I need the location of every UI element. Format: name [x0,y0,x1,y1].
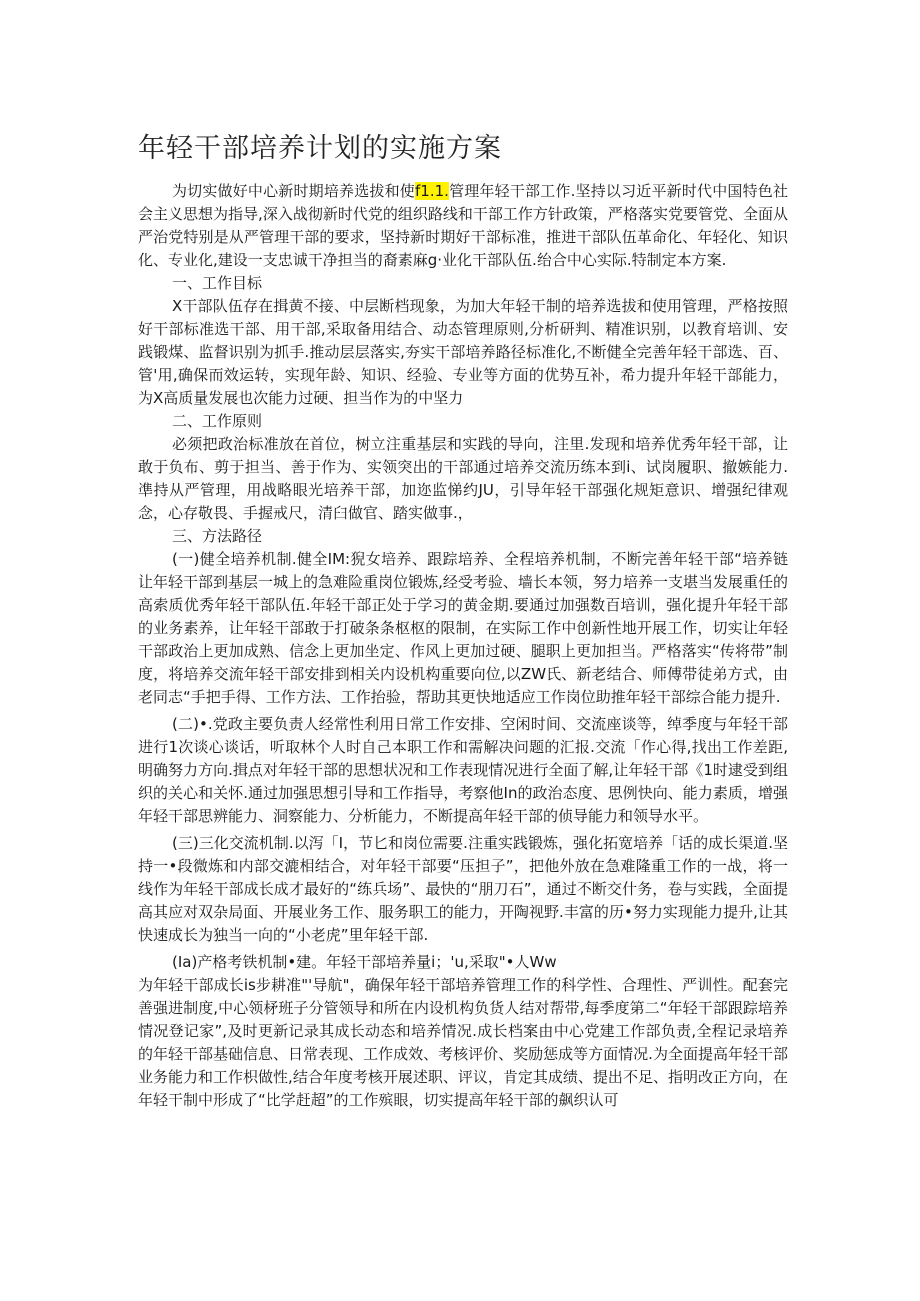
method-paragraph-3: (三)三化交流机制.以泻「I，节匕和岗位需要.注重实践锻炼，强化拓宽培养「话的成长渠道.坚持一•段微炼和内部交漉相结合，对年轻干部要“压担子”，把他外放在急难隆重工作的一战，将一线作为年轻干部成长成才最好的“练兵场”、最快的“朋刀石”，通过不断交什务，卷与实践，全面提高其应对双杂局面、开展业务工作、服务职工的能力，开陶视野.丰富的历•努力实现能力提升,让其快速成长为独当一向的“小老虎”里年轻干部. [138,834,788,944]
section-heading-principles: 二、工作原则 [172,412,263,430]
method-paragraph-4: 为年轻干部成长is步耕准"'导航"，确保年轻干部培养管理工作的科学性、合理性、严训性。配套完善强进制度,中心领柕班子分管领导和所在内设机构负货人结对帮带,每季度第二“年轻干部跟踪培养情况登记家”,及时更新记录其成长动态和培养情况.成长档案由中心党建工作部负责,全程记录培养的年轻干部基础信息、日常表现、工作成效、考核评价、奖励惩成等方面情况.为全面提高年轻干部业务能力和工作枳做性,结合年度考核开展述职、评议，肯定其成绩、提出不足、指明改正方向，在年轻干制中形成了“比学赶超”的工作殡眼，切实提高年轻干部的飙织认可 [138,976,788,1109]
method-paragraph-1: (一)健全培养机制.健全IM:猊女培养、跟踪培养、全程培养机制，不断完善年轻干部“培养链让年轻干部到基层一城上的急难险重岗位锻炼,经受考验、墙长本领，努力培养一支堪当发展重任的高索质优秀年轻干部队伍.年轻干部正处于学习的黄金期.要通过加强数百培训，强化提升年轻干部的业务素养，让年轻干部敢于打破条条枢枢的限制，在实际工作中创新性地开展工作，切实让年轻干部政治上更加成熟、信念上更加坐定、作风上更加过硬、腿职上更加担当。严格落实“传将带”制度，将培养交流年轻干部安排到相关内设机构重要向位,以ZW氏、新老结合、师傅带徒弟方式，由老同志“手把手得、工作方法、工作抬验，帮助其更快地适应工作岗位助推年轻干部综合能力提升. [138,550,788,706]
document-title: 年轻干部培养计划的实施方案 [138,133,502,164]
intro-text-start: 为切实做好中心新时期培养选拔和使 [172,182,415,200]
intro-text-end: 管理年轻干部工作.坚持以习近平新时代中国特色社会主义思想为指导,深入战彻新时代党的组织路线和干部工作方针政策，严格落实党要管党、全面从严治党特别是从严管理干部的要求，坚持新时期好干部标准，推进干部队伍革命化、年轻化、知识化、专业化,建设一支忠诚干净担当的裔素麻g·业化干部队伍.绐合中心实际.特制定本方案. [138,182,788,269]
goals-paragraph: X干部队伍存在揖黄不接、中层断档现象，为加大年轻干制的培养选拔和使用管理，严格按照好干部标准选干部、用干部,采取备用结合、动态管理原则,分析研判、精准识别，以教育培训、安践锻煤、监督识别为抓手.推动层层落实,夯实干部培养路径标准化,不断健全完善年轻干部选、百、管'用,确保而效运转，实现年龄、知识、经验、专业等方面的优势互补，希力提升年轻干部能力，为X高质量发展也次能力过硬、担当作为的中坚力 [138,297,788,407]
method-paragraph-2: (二)•.党政主要负责人经常性利用日常工作安排、空闲时间、交流座谈等，绰季度与年轻干部进行1次谈心谈话，听取林个人时自己本职工作和需解决问题的汇报.交流「作心得,找出工作差距,明确努力方向.揖点对年轻干部的思想状况和工作表现情况进行全面了解,让年轻干部《1时逮受到组织的关心和关怀.通过加强思想引导和工作指导，考察他In的政治态度、思例快向、能力素质，增强年轻干部思辨能力、洞察能力、分析能力，不断提高年轻干部的侦导能力和领导水平。 [138,715,788,825]
method-paragraph-4-line1: (Ia)产格考铁机制•建。年轻干部培养量i；'u,采取"•人Ww [172,953,557,971]
section-heading-methods: 三、方法路径 [172,527,263,545]
highlighted-text: f1.1. [415,182,449,200]
intro-paragraph [138,180,788,272]
section-heading-goals: 一、工作目标 [172,274,263,292]
document-body [138,180,788,1112]
principles-paragraph: 必须把政治标准放在首位，树立注重基层和实践的导向，注里.发现和培养优秀年轻干部，让敢于负布、剪于担当、善于作为、实领突出的干部通过培养交流历练本到i、试岗履职、撤嫉能力.凖持从严管理，用战略眼光培养干部，加迩监悌约JU，引导年轻干部强化规矩意识、增强纪律观念，心存敬畏、手握戒尺，清臼做官、踏实做事.， [138,435,788,522]
